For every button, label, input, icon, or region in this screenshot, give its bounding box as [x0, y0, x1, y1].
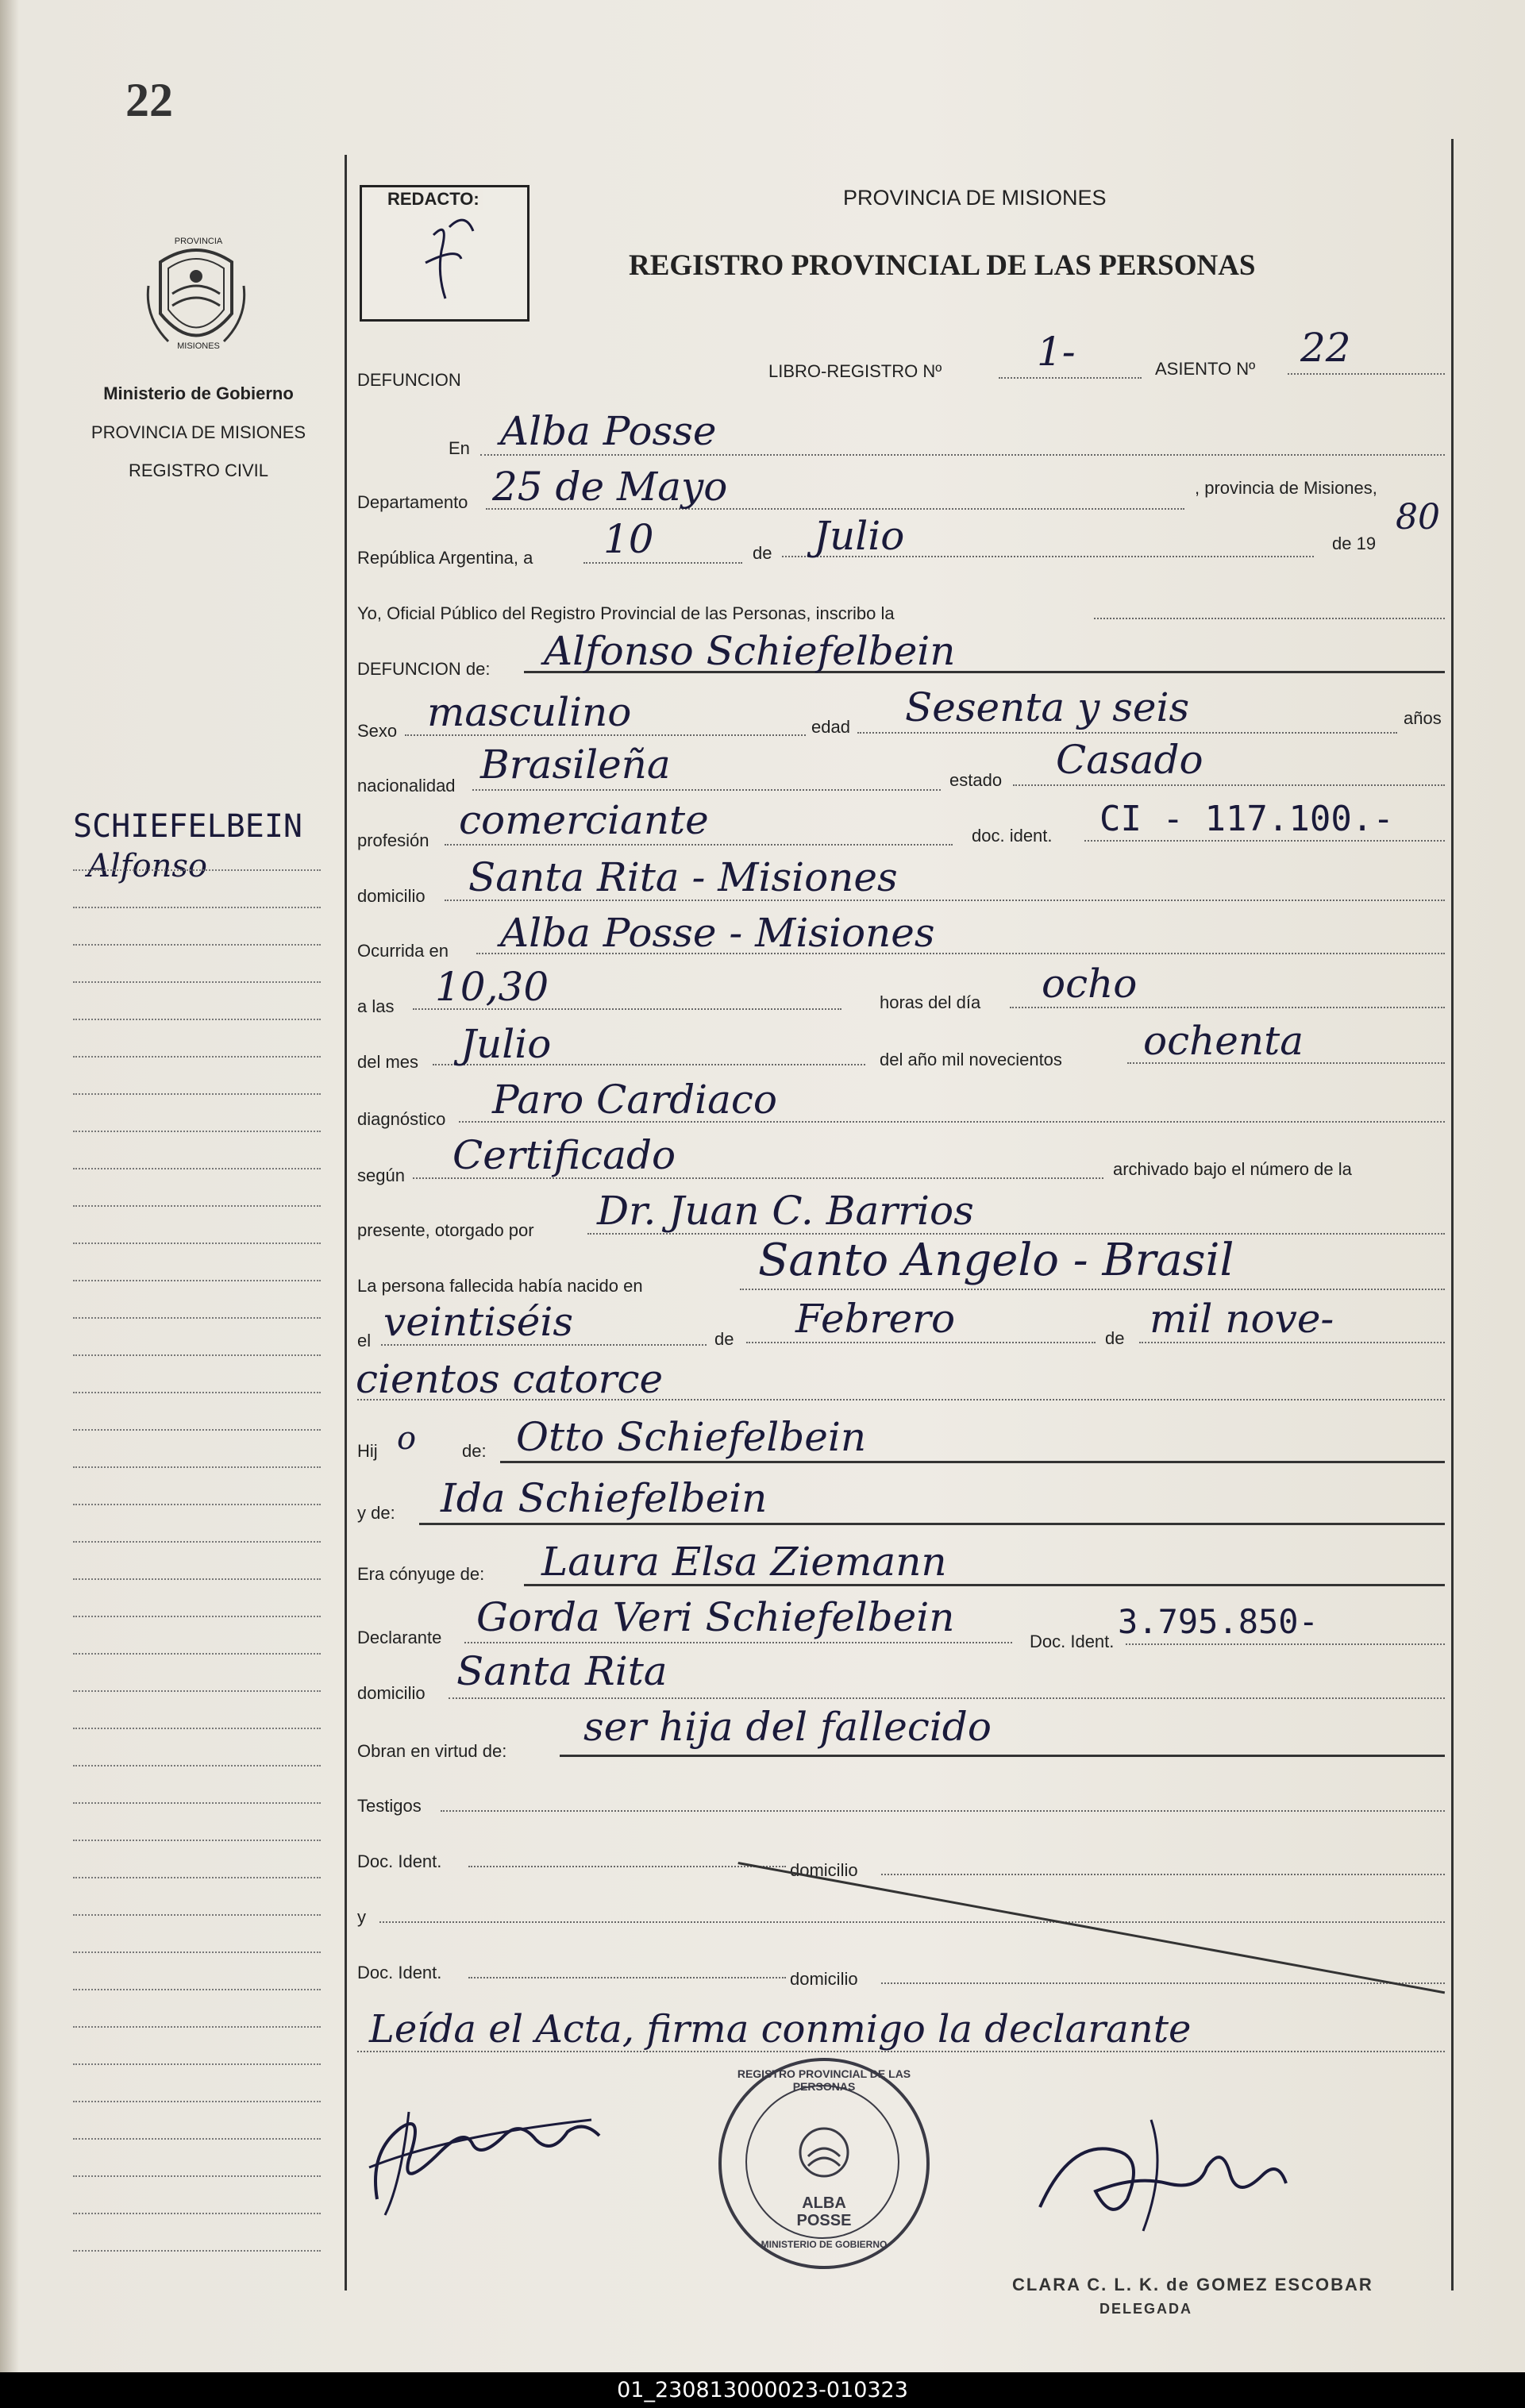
right-margin-rule: [1451, 139, 1454, 2290]
profesion-value: comerciante: [459, 797, 709, 843]
ocurrida-label: Ocurrida en: [357, 941, 449, 961]
margin-rule: [73, 2026, 321, 2028]
page-number: 22: [125, 74, 173, 126]
margin-rule: [73, 1466, 321, 1468]
margin-rule: [73, 1765, 321, 1767]
margin-rule: [73, 1280, 321, 1281]
domicilio4-label: domicilio: [790, 1969, 858, 1989]
crest-text-bottom: MISIONES: [177, 341, 220, 351]
doc-ident4-label: Doc. Ident.: [357, 1963, 442, 1982]
nacido-label: La persona fallecida había nacido en: [357, 1276, 643, 1296]
official-title: DELEGADA: [1099, 2301, 1193, 2317]
margin-given-name: Alfonso: [87, 848, 207, 884]
margin-rule: [73, 944, 321, 946]
hijo-value: o: [397, 1420, 417, 1457]
margin-rule: [73, 1056, 321, 1058]
margin-surname: SCHIEFELBEIN: [73, 808, 302, 845]
dia-value: ocho: [1042, 961, 1138, 1007]
el-value: veintiséis: [383, 1299, 574, 1345]
margin-rule: [73, 1093, 321, 1095]
year-value: 80: [1396, 497, 1440, 537]
de-label: de: [753, 543, 772, 563]
domicilio-label: domicilio: [357, 886, 426, 906]
edad-value: Sesenta y seis: [905, 684, 1190, 730]
profesion-label: profesión: [357, 830, 429, 850]
margin-rule: [73, 2175, 321, 2177]
seal-ring-text: REGISTRO PROVINCIAL DE LAS PERSONAS: [737, 2067, 911, 2093]
ocurrida-value: Alba Posse - Misiones: [500, 910, 935, 956]
sexo-label: Sexo: [357, 721, 398, 741]
diagnostico-label: diagnóstico: [357, 1109, 446, 1129]
doc-ident2-label: Doc. Ident.: [1030, 1632, 1115, 1651]
en-value: Alba Posse: [500, 408, 717, 454]
departamento-label: Departamento: [357, 492, 468, 512]
official-name: CLARA C. L. K. de GOMEZ ESCOBAR: [1012, 2275, 1373, 2294]
registry-title: REGISTRO PROVINCIAL DE LAS PERSONAS: [629, 249, 1256, 282]
republica-label: República Argentina, a: [357, 548, 533, 568]
margin-rule: [73, 1429, 321, 1431]
de3-label: de: [1105, 1328, 1125, 1348]
estado-label: estado: [949, 770, 1003, 790]
margin-rule: [73, 1877, 321, 1878]
segun-value: Certificado: [452, 1132, 676, 1178]
departamento-value: 25 de Mayo: [492, 464, 728, 510]
margin-rule: [73, 1951, 321, 1953]
hijo-label-a: Hij: [357, 1441, 378, 1461]
seal-crest-icon: [788, 2117, 860, 2188]
nacionalidad-label: nacionalidad: [357, 776, 456, 796]
de2-label: de: [714, 1329, 734, 1349]
mes-label: del mes: [357, 1052, 419, 1072]
doc-ident2-value: 3.795.850-: [1118, 1602, 1319, 1641]
obran-value: ser hija del fallecido: [583, 1704, 992, 1750]
archivado-label: archivado bajo el número de la: [1113, 1159, 1352, 1179]
margin-rule: [73, 1243, 321, 1244]
margin-rule: [73, 1840, 321, 1841]
province-title: PROVINCIA DE MISIONES: [843, 186, 1107, 210]
nacionalidad-value: Brasileña: [480, 742, 671, 788]
mes-value: Julio: [460, 1021, 552, 1067]
margin-rule: [73, 1989, 321, 1990]
obran-label: Obran en virtud de:: [357, 1741, 507, 1761]
domicilio-value: Santa Rita - Misiones: [468, 854, 898, 900]
a-las-label: a las: [357, 996, 395, 1016]
image-label: 01_230813000023-010323: [617, 2378, 908, 2402]
margin-rule: [73, 2063, 321, 2065]
y-label: y: [357, 1907, 366, 1927]
asiento-label: ASIENTO Nº: [1155, 359, 1256, 379]
domicilio2-value: Santa Rita: [456, 1648, 668, 1694]
month-value: Julio: [814, 513, 905, 559]
testigos-label: Testigos: [357, 1796, 422, 1816]
en-label: En: [449, 438, 470, 458]
declarante-label: Declarante: [357, 1628, 442, 1647]
margin-rule: [73, 1168, 321, 1169]
margin-rule: [73, 1541, 321, 1543]
margin-rule: [73, 1392, 321, 1393]
madre-value: Ida Schiefelbein: [441, 1475, 768, 1521]
edad-label: edad: [811, 717, 850, 737]
year-prefix: de 19: [1332, 534, 1377, 553]
margin-rule: [73, 1317, 321, 1319]
horas-label: horas del día: [880, 992, 981, 1012]
estado-value: Casado: [1056, 737, 1203, 783]
seal-town-2: POSSE: [796, 2212, 852, 2229]
margin-rule: [73, 1504, 321, 1505]
margin-rule: [73, 1690, 321, 1692]
libro-label: LIBRO-REGISTRO Nº: [768, 361, 942, 381]
official-signature: [1024, 2104, 1302, 2239]
margin-rule: [73, 1728, 321, 1729]
asiento-value: 22: [1300, 325, 1351, 371]
libro-value: 1-: [1037, 329, 1076, 375]
defuncion-label: DEFUNCION de:: [357, 659, 491, 679]
margin-rule: [73, 1616, 321, 1617]
provincia-suffix: , provincia de Misiones,: [1195, 478, 1377, 498]
margin-rule: [73, 2250, 321, 2252]
left-margin-rule: [345, 155, 347, 2290]
domicilio3-label: domicilio: [790, 1860, 858, 1880]
el-label: el: [357, 1331, 372, 1350]
birth-year-value-2: cientos catorce: [356, 1356, 664, 1402]
declarante-value: Gorda Veri Schiefelbein: [476, 1594, 955, 1640]
closing-text: Leída el Acta, firma conmigo la declarante: [369, 2007, 1192, 2052]
margin-rule: [73, 907, 321, 908]
sexo-value: masculino: [427, 689, 632, 735]
margin-rule: [73, 869, 321, 871]
sidebar-province: PROVINCIA DE MISIONES: [90, 422, 306, 442]
redacto-label: REDACTO:: [384, 189, 483, 210]
padre-value: Otto Schiefelbein: [516, 1414, 867, 1460]
birth-month-value: Febrero: [795, 1296, 956, 1342]
seal-ministry: MINISTERIO DE GOBIERNO: [761, 2239, 888, 2250]
y-de-label: y de:: [357, 1503, 395, 1523]
ano-value: ochenta: [1143, 1018, 1304, 1064]
margin-rule: [73, 1131, 321, 1132]
margin-rule: [73, 2138, 321, 2140]
diagnostico-value: Paro Cardiaco: [492, 1077, 777, 1123]
seal-town-1: ALBA: [802, 2194, 846, 2212]
sidebar-registry: REGISTRO CIVIL: [128, 460, 269, 480]
presente-label: presente, otorgado por: [357, 1220, 534, 1240]
margin-rule: [73, 1019, 321, 1020]
segun-label: según: [357, 1165, 405, 1185]
ano-label: del año mil novecientos: [880, 1050, 1062, 1069]
doc-ident-value: CI - 117.100.-: [1099, 799, 1394, 839]
doc-ident-label: doc. ident.: [972, 826, 1053, 846]
presente-value: Dr. Juan C. Barrios: [597, 1188, 974, 1234]
hijo-label-b: de:: [462, 1441, 487, 1461]
day-value: 10: [603, 516, 654, 562]
image-label-bar: [0, 2372, 1525, 2408]
margin-rule: [73, 2213, 321, 2214]
nacido-value: Santo Angelo - Brasil: [758, 1235, 1234, 1286]
defuncion-value: Alfonso Schiefelbein: [544, 628, 956, 674]
margin-rule: [73, 2101, 321, 2102]
ministry-label: Ministerio de Gobierno: [103, 383, 294, 403]
conyuge-label: Era cónyuge de:: [357, 1564, 485, 1584]
margin-rule: [73, 1205, 321, 1207]
declarant-signature: [353, 2064, 615, 2223]
oficial-text: Yo, Oficial Público del Registro Provincial de las Personas, inscribo la: [357, 603, 895, 623]
domicilio2-label: domicilio: [357, 1683, 426, 1703]
official-seal: [718, 2058, 930, 2269]
crest-text-top: PROVINCIA: [174, 237, 223, 246]
anos-label: años: [1404, 708, 1442, 728]
margin-rule: [73, 1914, 321, 1916]
margin-rule: [73, 1802, 321, 1804]
margin-rule: [73, 1354, 321, 1356]
conyuge-value: Laura Elsa Ziemann: [541, 1539, 947, 1585]
margin-rule: [73, 981, 321, 983]
margin-rule: [73, 1653, 321, 1655]
provincial-crest-icon: [144, 238, 248, 357]
a-las-value: 10,30: [435, 964, 549, 1010]
birth-year-value-1: mil nove-: [1150, 1296, 1334, 1342]
margin-rule: [73, 1578, 321, 1580]
doc-ident3-label: Doc. Ident.: [357, 1851, 442, 1871]
type-label: DEFUNCION: [357, 370, 461, 390]
